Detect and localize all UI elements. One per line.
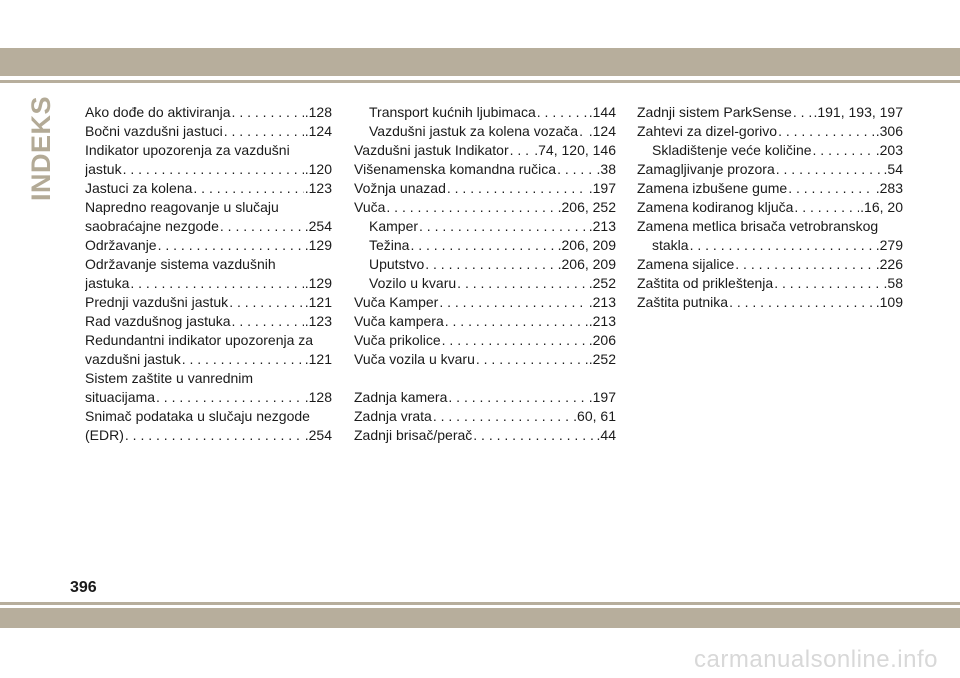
index-column-3 xyxy=(637,103,903,312)
index-entry: Jastuci za kolena . . . .123 xyxy=(85,179,332,198)
index-subentry: stakla . . . .279 xyxy=(637,236,903,255)
index-entry: Vožnja unazad . . . .197 xyxy=(354,179,616,198)
index-entry-heading: Napredno reagovanje u slučaju xyxy=(85,199,279,215)
index-entry: Vazdušni jastuk Indikator . . . .74, 120, 146 xyxy=(354,141,616,160)
index-subentry: Transport kućnih ljubimaca . . . .144 xyxy=(354,103,616,122)
index-entry: Zadnja vrata . . . .60, 61 xyxy=(354,407,616,426)
index-subentry: Vazdušni jastuk za kolena vozača . . . .124 xyxy=(354,122,616,141)
index-entry: Zamena izbušene gume . . . .283 xyxy=(637,179,903,198)
footer-band xyxy=(0,608,960,628)
index-entry: Zamena kodiranog ključa . . . .16, 20 xyxy=(637,198,903,217)
index-entry: jastuka . . . .129 xyxy=(85,274,332,293)
index-entry-heading: Zamena metlica brisača vetrobranskog xyxy=(637,218,879,234)
index-subentry: Uputstvo . . . .206, 209 xyxy=(354,255,616,274)
index-entry: Zadnja kamera . . . .197 xyxy=(354,388,616,407)
index-entry-heading: Održavanje sistema vazdušnih xyxy=(85,256,276,272)
index-entry: Zadnji brisač/perač . . . .44 xyxy=(354,426,616,445)
index-entry: situacijama . . . .128 xyxy=(85,388,332,407)
index-entry: Zadnji sistem ParkSense . . . .191, 193, 197 xyxy=(637,103,903,122)
footer-rule xyxy=(0,602,960,605)
index-subentry: Skladištenje veće količine . . . .203 xyxy=(637,141,903,160)
index-subentry: Težina . . . .206, 209 xyxy=(354,236,616,255)
index-entry: Prednji vazdušni jastuk . . . .121 xyxy=(85,293,332,312)
header-rule xyxy=(0,80,960,83)
index-column-2 xyxy=(354,103,616,445)
index-entry: Zamena sijalice . . . .226 xyxy=(637,255,903,274)
index-entry: vazdušni jastuk . . . .121 xyxy=(85,350,332,369)
watermark: carmanualsonline.info xyxy=(694,646,938,673)
index-entry: Vuča kampera . . . .213 xyxy=(354,312,616,331)
index-entry-heading: Sistem zaštite u vanrednim xyxy=(85,370,254,386)
index-entry: Zahtevi za dizel-gorivo . . . .306 xyxy=(637,122,903,141)
index-column-1 xyxy=(85,103,332,445)
index-entry-heading: Redundantni indikator upozorenja za xyxy=(85,332,314,348)
index-entry: jastuk . . . .120 xyxy=(85,160,332,179)
index-entry: Vuča prikolice . . . .206 xyxy=(354,331,616,350)
index-entry: (EDR) . . . .254 xyxy=(85,426,332,445)
index-entry-heading: Snimač podataka u slučaju nezgode xyxy=(85,408,310,424)
section-title: INDEKS xyxy=(25,95,56,201)
index-subentry: Vozilo u kvaru . . . .252 xyxy=(354,274,616,293)
index-subentry: Kamper . . . .213 xyxy=(354,217,616,236)
index-entry: Vuča Kamper . . . .213 xyxy=(354,293,616,312)
page-number: 396 xyxy=(70,579,97,596)
header-band xyxy=(0,48,960,76)
index-entry: Rad vazdušnog jastuka . . . .123 xyxy=(85,312,332,331)
index-entry: Vuča . . . .206, 252 xyxy=(354,198,616,217)
index-entry: Zaštita putnika . . . .109 xyxy=(637,293,903,312)
index-entry: Ako dođe do aktiviranja . . . .128 xyxy=(85,103,332,122)
section-tab xyxy=(23,95,59,201)
index-entry: Vuča vozila u kvaru . . . .252 xyxy=(354,350,616,369)
index-entry-heading: Indikator upozorenja za vazdušni xyxy=(85,142,290,158)
index-entry: Održavanje . . . .129 xyxy=(85,236,332,255)
index-entry: Bočni vazdušni jastuci . . . .124 xyxy=(85,122,332,141)
index-entry: Zamagljivanje prozora . . . .54 xyxy=(637,160,903,179)
index-entry: Višenamenska komandna ručica . . . .38 xyxy=(354,160,616,179)
letter-group-gap xyxy=(354,369,616,388)
index-entry: saobraćajne nezgode . . . .254 xyxy=(85,217,332,236)
index-entry: Zaštita od prikleštenja . . . .58 xyxy=(637,274,903,293)
